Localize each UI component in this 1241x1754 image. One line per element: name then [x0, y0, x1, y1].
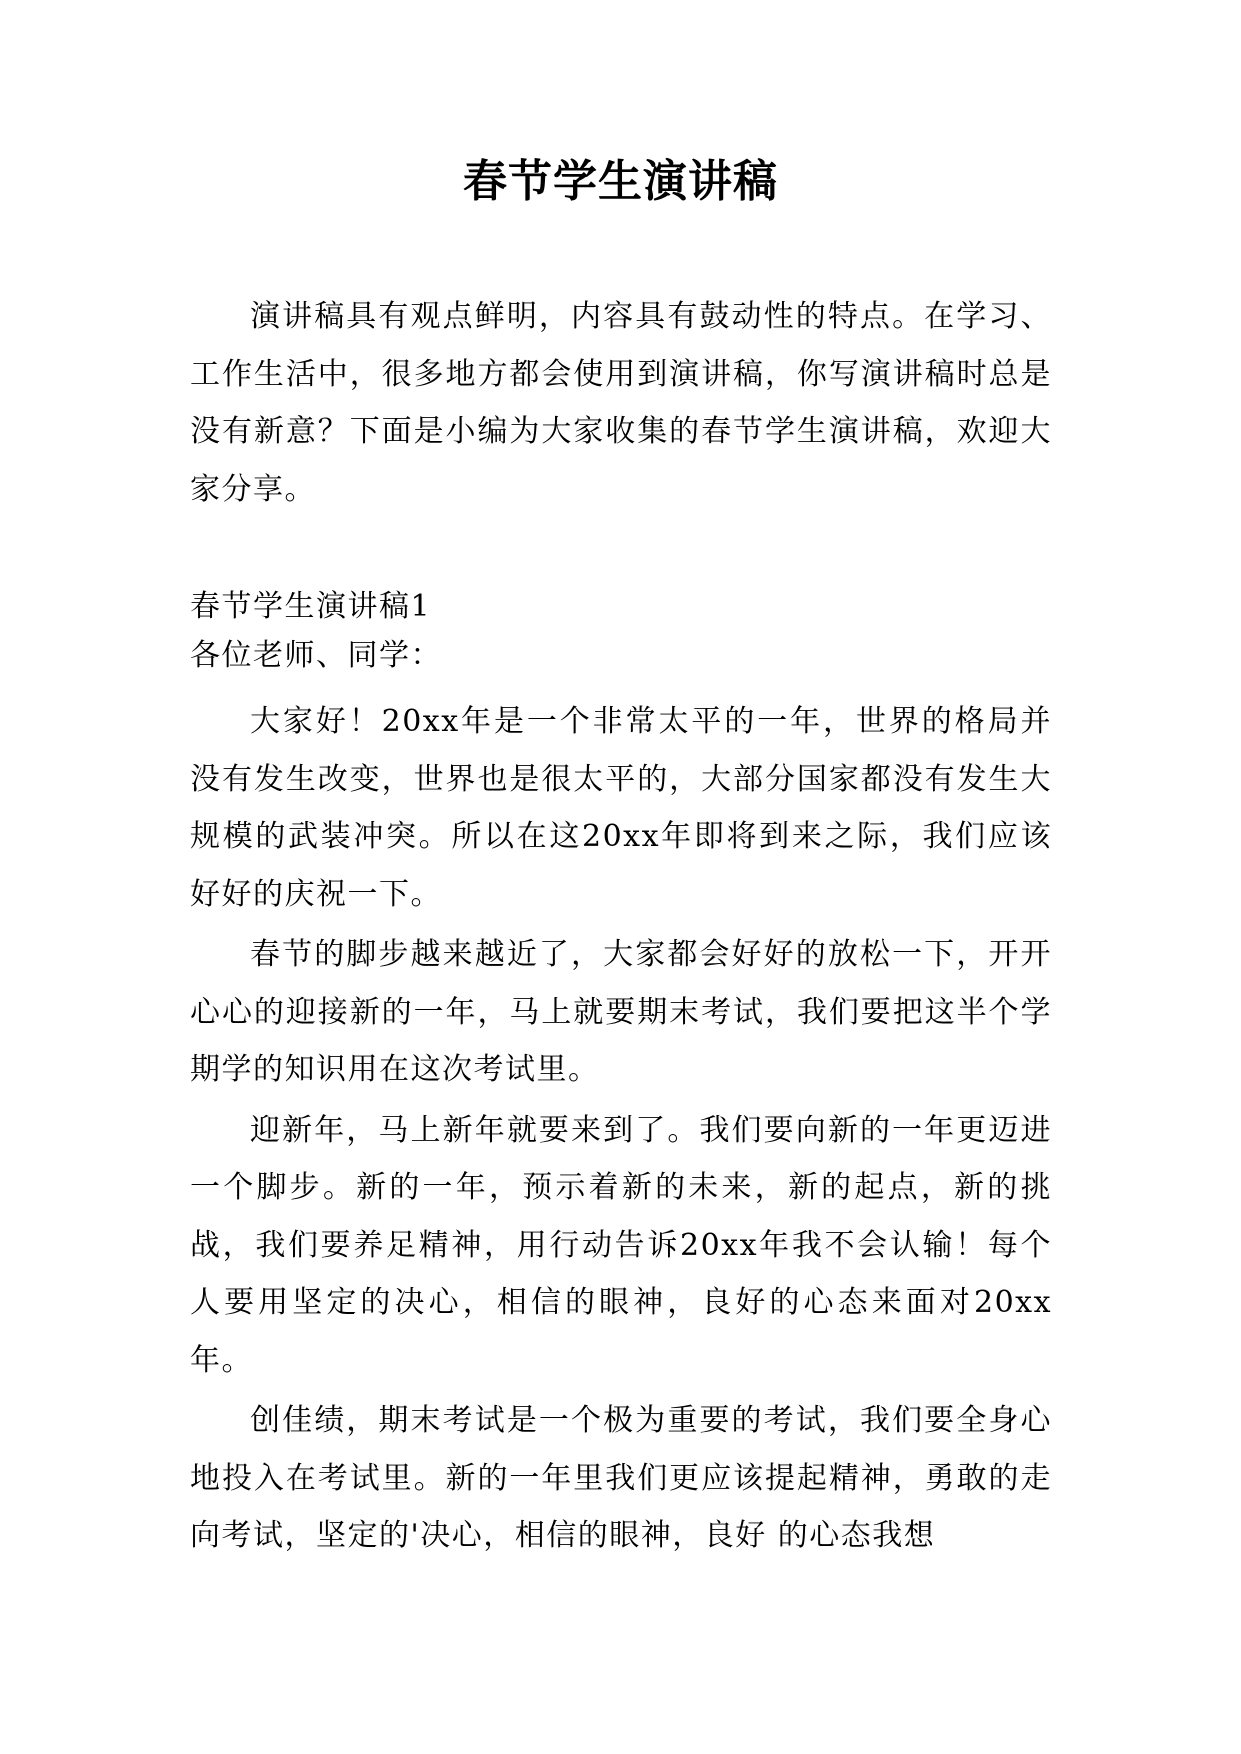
- document-title: 春节学生演讲稿: [463, 156, 778, 207]
- salutation: 各位老师、同学：: [190, 638, 442, 673]
- speech-body: [190, 693, 1052, 1565]
- speech-paragraph: 大家好！20xx年是一个非常太平的一年，世界的格局并没有发生改变，世界也是很太平的，大部分国家都没有发生大规模的武装冲突。所以在这20xx年即将到来之际，我们应该好好的庆祝一下。: [190, 704, 1052, 912]
- intro-section: [190, 288, 1052, 518]
- speech-paragraph: 迎新年，马上新年就要来到了。我们要向新的一年更迈进一个脚步。新的一年，预示着新的未来，新的起点，新的挑战，我们要养足精神，用行动告诉20xx年我不会认输！每个人要用坚定的决心，相信的眼神，良好的心态来面对20xx年。: [190, 1112, 1052, 1378]
- speech-paragraph: 创佳绩，期末考试是一个极为重要的考试，我们要全身心地投入在考试里。新的一年里我们更应该提起精神，勇敢的走向考试，坚定的'决心，相信的眼神，良好 的心态我想: [190, 1403, 1052, 1553]
- section-heading: 春节学生演讲稿1: [190, 589, 432, 624]
- section-header-block: [190, 582, 1052, 680]
- intro-paragraph: 演讲稿具有观点鲜明，内容具有鼓动性的特点。在学习、工作生活中，很多地方都会使用到演讲稿，你写演讲稿时总是没有新意？下面是小编为大家收集的春节学生演讲稿，欢迎大家分享。: [190, 299, 1052, 507]
- speech-paragraph: 春节的脚步越来越近了，大家都会好好的放松一下，开开心心的迎接新的一年，马上就要期末考试，我们要把这半个学期学的知识用在这次考试里。: [190, 937, 1052, 1087]
